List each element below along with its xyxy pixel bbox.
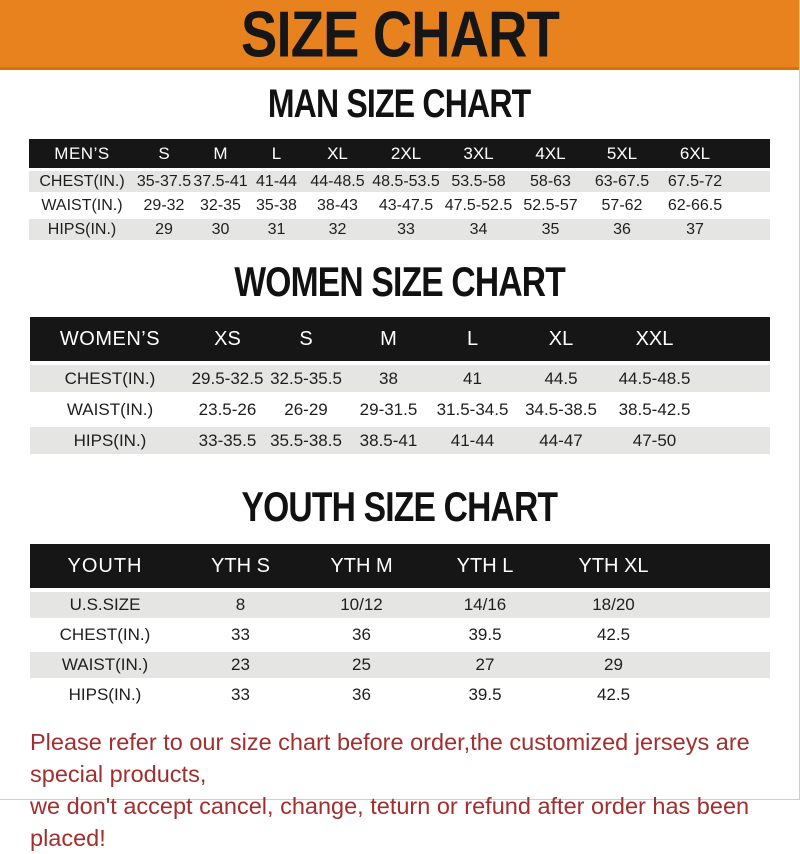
men-size-header: 3XL — [442, 139, 515, 168]
size-value-cell: 37.5-41 — [193, 171, 248, 192]
size-value-cell: 38-43 — [305, 195, 370, 216]
row-label: WAIST(IN.) — [30, 396, 190, 423]
order-policy-note — [30, 726, 785, 854]
size-value-cell: 35-37.5 — [135, 171, 193, 192]
man-section-heading-text: MAN SIZE CHART — [268, 82, 531, 126]
youth-size-header: YTH S — [180, 544, 301, 588]
women-size-header: S — [265, 317, 347, 361]
size-value-cell: 38 — [347, 365, 430, 392]
size-value-cell: 52.5-57 — [515, 195, 586, 216]
women-size-header: XL — [515, 317, 607, 361]
women-section-heading — [0, 258, 799, 306]
man-section-heading — [0, 82, 799, 127]
size-value-cell: 10/12 — [301, 592, 422, 618]
size-value-cell: 44-48.5 — [305, 171, 370, 192]
women-hips-row — [30, 427, 770, 454]
men-table-header-row — [29, 139, 770, 168]
size-value-cell: 33-35.5 — [190, 427, 265, 454]
size-value-cell: 32.5-35.5 — [265, 365, 347, 392]
size-value-cell: 37 — [658, 219, 732, 240]
size-value-cell: 36 — [301, 682, 422, 708]
size-value-cell: 44-47 — [515, 427, 607, 454]
table-spacer — [702, 427, 770, 454]
size-value-cell: 14/16 — [422, 592, 548, 618]
row-label: CHEST(IN.) — [30, 622, 180, 648]
table-spacer — [679, 592, 770, 618]
size-value-cell: 31 — [248, 219, 305, 240]
table-spacer — [679, 544, 770, 588]
size-value-cell: 35 — [515, 219, 586, 240]
row-label: CHEST(IN.) — [29, 171, 135, 192]
men-size-header: S — [135, 139, 193, 168]
size-value-cell: 44.5-48.5 — [607, 365, 702, 392]
youth-size-header: YTH XL — [548, 544, 679, 588]
size-value-cell: 29-32 — [135, 195, 193, 216]
youth-size-header: YTH M — [301, 544, 422, 588]
row-label: CHEST(IN.) — [30, 365, 190, 392]
women-size-header: M — [347, 317, 430, 361]
men-size-header: XL — [305, 139, 370, 168]
size-value-cell: 38.5-41 — [347, 427, 430, 454]
order-policy-note-line1: Please refer to our size chart before order,the customized jerseys are special products, — [30, 729, 750, 787]
men-size-header: 4XL — [515, 139, 586, 168]
table-spacer — [679, 652, 770, 678]
youth-table-header-row — [30, 544, 770, 588]
size-value-cell: 62-66.5 — [658, 195, 732, 216]
order-policy-note-line2: we don't accept cancel, change, teturn or refund after order has been placed! — [30, 793, 750, 851]
women-size-header: XS — [190, 317, 265, 361]
size-value-cell: 27 — [422, 652, 548, 678]
page-title: SIZE CHART — [240, 0, 559, 71]
size-value-cell: 39.5 — [422, 622, 548, 648]
youth-chest-row — [30, 622, 770, 648]
size-value-cell: 53.5-58 — [442, 171, 515, 192]
table-spacer — [702, 365, 770, 392]
men-size-header: 2XL — [370, 139, 442, 168]
size-value-cell: 41 — [430, 365, 515, 392]
men-table-corner-label: MEN’S — [29, 139, 135, 168]
women-size-header: L — [430, 317, 515, 361]
size-value-cell: 36 — [301, 622, 422, 648]
size-value-cell: 33 — [180, 682, 301, 708]
youth-size-header: YTH L — [422, 544, 548, 588]
size-value-cell: 29.5-32.5 — [190, 365, 265, 392]
youth-hips-row — [30, 682, 770, 708]
youth-waist-row — [30, 652, 770, 678]
size-value-cell: 48.5-53.5 — [370, 171, 442, 192]
men-size-table — [29, 136, 770, 243]
size-value-cell: 42.5 — [548, 682, 679, 708]
size-value-cell: 36 — [586, 219, 658, 240]
women-waist-row — [30, 396, 770, 423]
table-spacer — [732, 195, 770, 216]
size-value-cell: 29 — [135, 219, 193, 240]
men-size-header: 5XL — [586, 139, 658, 168]
size-value-cell: 58-63 — [515, 171, 586, 192]
men-waist-row — [29, 195, 770, 216]
table-spacer — [732, 139, 770, 168]
size-value-cell: 63-67.5 — [586, 171, 658, 192]
size-value-cell: 18/20 — [548, 592, 679, 618]
size-value-cell: 30 — [193, 219, 248, 240]
women-table-corner-label: WOMEN’S — [30, 317, 190, 361]
size-value-cell: 25 — [301, 652, 422, 678]
banner — [0, 0, 799, 70]
youth-size-table — [30, 540, 770, 712]
size-value-cell: 41-44 — [248, 171, 305, 192]
size-value-cell: 34 — [442, 219, 515, 240]
size-value-cell: 34.5-38.5 — [515, 396, 607, 423]
women-chest-row — [30, 365, 770, 392]
row-label: HIPS(IN.) — [30, 427, 190, 454]
men-size-header: 6XL — [658, 139, 732, 168]
size-value-cell: 47.5-52.5 — [442, 195, 515, 216]
size-value-cell: 29 — [548, 652, 679, 678]
size-value-cell: 33 — [180, 622, 301, 648]
table-spacer — [679, 682, 770, 708]
table-spacer — [702, 317, 770, 361]
size-value-cell: 38.5-42.5 — [607, 396, 702, 423]
size-value-cell: 23.5-26 — [190, 396, 265, 423]
table-spacer — [732, 219, 770, 240]
men-hips-row — [29, 219, 770, 240]
youth-table-corner-label: YOUTH — [30, 544, 180, 588]
men-size-header: L — [248, 139, 305, 168]
size-value-cell: 31.5-34.5 — [430, 396, 515, 423]
size-value-cell: 35.5-38.5 — [265, 427, 347, 454]
row-label: HIPS(IN.) — [30, 682, 180, 708]
size-value-cell: 42.5 — [548, 622, 679, 648]
row-label: WAIST(IN.) — [30, 652, 180, 678]
row-label: WAIST(IN.) — [29, 195, 135, 216]
table-spacer — [732, 171, 770, 192]
size-value-cell: 44.5 — [515, 365, 607, 392]
row-label: HIPS(IN.) — [29, 219, 135, 240]
size-value-cell: 8 — [180, 592, 301, 618]
size-value-cell: 57-62 — [586, 195, 658, 216]
size-value-cell: 32-35 — [193, 195, 248, 216]
size-value-cell: 35-38 — [248, 195, 305, 216]
youth-section-heading-text: YOUTH SIZE CHART — [241, 483, 558, 530]
size-value-cell: 32 — [305, 219, 370, 240]
table-spacer — [702, 396, 770, 423]
men-size-header: M — [193, 139, 248, 168]
men-chest-row — [29, 171, 770, 192]
size-value-cell: 26-29 — [265, 396, 347, 423]
size-value-cell: 43-47.5 — [370, 195, 442, 216]
size-value-cell: 33 — [370, 219, 442, 240]
women-section-heading-text: WOMEN SIZE CHART — [234, 258, 565, 305]
table-spacer — [679, 622, 770, 648]
size-value-cell: 29-31.5 — [347, 396, 430, 423]
women-table-header-row — [30, 317, 770, 361]
women-size-header: XXL — [607, 317, 702, 361]
women-size-table — [30, 313, 770, 458]
size-value-cell: 67.5-72 — [658, 171, 732, 192]
youth-section-heading — [0, 483, 799, 531]
size-value-cell: 23 — [180, 652, 301, 678]
size-value-cell: 41-44 — [430, 427, 515, 454]
size-value-cell: 47-50 — [607, 427, 702, 454]
size-value-cell: 39.5 — [422, 682, 548, 708]
youth-ussize-row — [30, 592, 770, 618]
row-label: U.S.SIZE — [30, 592, 180, 618]
